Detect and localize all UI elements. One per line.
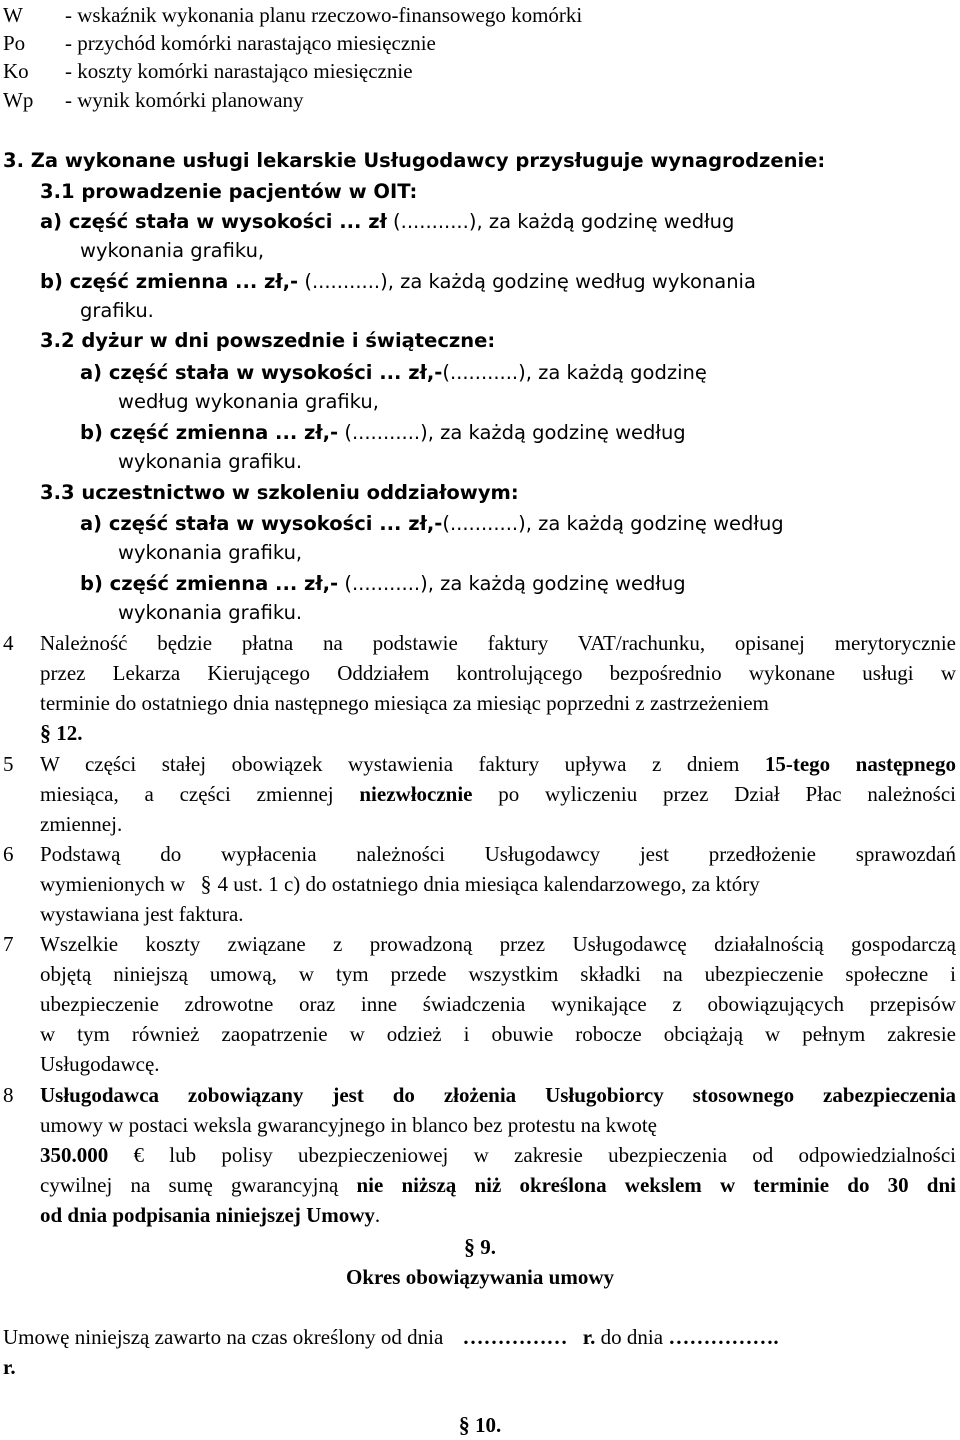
subsection-3-1-item-b-cont: grafiku. bbox=[80, 299, 154, 322]
section-9-text-b: r. bbox=[582, 1325, 596, 1349]
subsection-3-3-item-a bbox=[80, 508, 784, 538]
paragraph-4-ref bbox=[40, 718, 83, 748]
item-b-rest: (...........), za każdą godzinę według bbox=[338, 421, 686, 444]
item-a-bold: a) część stała w wysokości ... zł,- bbox=[80, 361, 443, 384]
item-b-rest: (...........), za każdą godzinę według wykonania bbox=[298, 270, 756, 293]
paragraph-4-line-1: Należność będzie płatna na podstawie faktury VAT/rachunku, opisanej merytorycznie bbox=[40, 631, 956, 655]
item-b-bold: b) część zmienna ... zł,- bbox=[80, 421, 339, 444]
legend-desc-po: - przychód komórki narastająco miesięcznie bbox=[65, 31, 436, 55]
item-a-bold: a) część stała w wysokości ... zł bbox=[40, 210, 387, 233]
paragraph-7-line-1: Wszelkie koszty związane z prowadzoną przez Usługodawcę działalnością gospodarczą bbox=[40, 932, 956, 956]
subsection-3-1-item-a bbox=[40, 206, 734, 236]
paragraph-4-number: 4 bbox=[3, 631, 14, 655]
subsection-3-2-item-b bbox=[80, 417, 686, 447]
legend-desc-wp: - wynik komórki planowany bbox=[65, 88, 304, 112]
item-a-bold: a) część stała w wysokości ... zł,- bbox=[80, 512, 443, 535]
paragraph-8-line-1: Usługodawca zobowiązany jest do złożenia Usługobiorcy stosownego zabezpieczenia bbox=[40, 1083, 956, 1107]
subsection-3-3-item-a-cont: wykonania grafiku, bbox=[118, 541, 303, 564]
section-sign-icon: § bbox=[200, 871, 212, 896]
paragraph-8-amount: 350.000 bbox=[40, 1143, 109, 1167]
paragraph-8-line-3 bbox=[40, 1140, 956, 1170]
paragraph-8-line-5-bold: od dnia podpisania niniejszej Umowy bbox=[40, 1203, 375, 1227]
paragraph-8-line-2: umowy w postaci weksla gwarancyjnego in blanco bez protestu na kwotę bbox=[40, 1113, 657, 1137]
paragraph-7-number: 7 bbox=[3, 932, 14, 956]
subsection-3-2-item-a-cont: według wykonania grafiku, bbox=[118, 390, 379, 413]
subsection-3-3-item-b bbox=[80, 568, 686, 598]
subsection-3-3-heading: 3.3 uczestnictwo w szkoleniu oddziałowym: bbox=[40, 481, 519, 504]
item-a-rest: (...........), za każdą godzinę według bbox=[386, 210, 735, 233]
subsection-3-2-heading: 3.2 dyżur w dni powszednie i świąteczne: bbox=[40, 329, 496, 352]
paragraph-4-line-3: terminie do ostatniego dnia następnego miesiąca za miesiąc poprzedni z zastrzeżeniem bbox=[40, 691, 769, 715]
section-9-title: Okres obowiązywania umowy bbox=[346, 1265, 614, 1289]
subsection-3-1-item-b bbox=[40, 266, 756, 296]
paragraph-7-line-3: ubezpieczenie zdrowotne oraz inne świadczenia wynikające z obowiązujących przepisów bbox=[40, 992, 956, 1016]
section-9-dots-2: ……………. bbox=[668, 1325, 779, 1349]
section-sign-icon: § bbox=[458, 1412, 470, 1437]
section-9-text-line-1 bbox=[3, 1322, 779, 1352]
subsection-3-1-heading: 3.1 prowadzenie pacjentów w OIT: bbox=[40, 180, 418, 203]
paragraph-6-line-2-text-a: wymienionych w bbox=[40, 872, 186, 896]
section-3-title: 3. Za wykonane usługi lekarskie Usługodawcy przysługuje wynagrodzenie: bbox=[3, 149, 826, 172]
section-9-heading bbox=[0, 1232, 960, 1262]
section-10-heading bbox=[0, 1410, 960, 1440]
section-sign-icon: § bbox=[464, 1234, 475, 1259]
legend-desc-ko: - koszty komórki narastająco miesięcznie bbox=[65, 59, 413, 83]
paragraph-5-line-3: zmiennej. bbox=[40, 812, 123, 836]
paragraph-7-line-2: objętą niniejszą umową, w tym przede wszystkim składki na ubezpieczenie społeczne i bbox=[40, 962, 956, 986]
paragraph-4-line-2: przez Lekarza Kierującego Oddziałem kontrolującego bezpośrednio wykonane usługi w bbox=[40, 661, 956, 685]
section-9-text-d: r. bbox=[3, 1355, 16, 1379]
section-9-ref: 9. bbox=[480, 1235, 496, 1259]
paragraph-7-line-5: Usługodawcę. bbox=[40, 1052, 160, 1076]
paragraph-8-line-4-bold: nie niższą niż określona wekslem w terminie do 30 dni bbox=[356, 1173, 956, 1197]
paragraph-5-line-2-bold: niezwłocznie bbox=[359, 782, 473, 806]
paragraph-8-line-4 bbox=[40, 1170, 956, 1200]
legend-symbol-po: Po bbox=[3, 31, 26, 55]
legend-desc-w: - wskaźnik wykonania planu rzeczowo-finansowego komórki bbox=[65, 3, 583, 27]
paragraph-6-number: 6 bbox=[3, 842, 14, 866]
item-b-rest: (...........), za każdą godzinę według bbox=[338, 572, 686, 595]
section-9-text-a: Umowę niniejszą zawarto na czas określony od dnia bbox=[3, 1325, 444, 1349]
item-a-rest: (...........), za każdą godzinę według bbox=[442, 512, 784, 535]
section-9-text-c: do dnia bbox=[600, 1325, 664, 1349]
paragraph-5-line-2-text-c: po wyliczeniu przez Dział Płac należności bbox=[472, 782, 956, 806]
item-b-bold: b) część zmienna ... zł,- bbox=[80, 572, 339, 595]
item-a-rest: (...........), za każdą godzinę bbox=[442, 361, 707, 384]
paragraph-8-line-5 bbox=[40, 1200, 380, 1230]
subsection-3-1-item-a-cont: wykonania grafiku, bbox=[80, 239, 265, 262]
subsection-3-3-item-b-cont: wykonania grafiku. bbox=[118, 601, 303, 624]
section-10-ref: 10. bbox=[475, 1413, 502, 1437]
paragraph-5-number: 5 bbox=[3, 752, 14, 776]
paragraph-6-line-2-text-b: 4 ust. 1 c) do ostatniego dnia miesiąca kalendarzowego, za który bbox=[217, 872, 760, 896]
section-sign-icon: § bbox=[40, 720, 51, 745]
legend-symbol-ko: Ko bbox=[3, 59, 29, 83]
paragraph-6-line-3: wystawiana jest faktura. bbox=[40, 902, 244, 926]
paragraph-5-line-1-bold: 15-tego następnego bbox=[764, 752, 956, 776]
paragraph-8-number: 8 bbox=[3, 1083, 14, 1107]
paragraph-8-line-4-text: cywilnej na sumę gwarancyjną bbox=[40, 1173, 357, 1197]
legend-symbol-wp: Wp bbox=[3, 88, 34, 112]
paragraph-8-line-3-text: € lub polisy ubezpieczeniowej w zakresie ubezpieczenia od odpowiedzialności bbox=[108, 1143, 956, 1167]
paragraph-4-ref-number: 12. bbox=[56, 721, 83, 745]
paragraph-5-line-2-text-a: miesiąca, a części zmiennej bbox=[40, 782, 360, 806]
paragraph-7-line-4: w tym również zaopatrzenie w odzież i obuwie robocze obciążają w pełnym zakresie bbox=[40, 1022, 956, 1046]
item-b-bold: b) część zmienna ... zł,- bbox=[40, 270, 299, 293]
paragraph-5-line-1-text: W części stałej obowiązek wystawienia faktury upływa z dniem bbox=[40, 752, 765, 776]
paragraph-6-line-2 bbox=[40, 869, 760, 899]
paragraph-5-line-1 bbox=[40, 749, 956, 779]
subsection-3-2-item-b-cont: wykonania grafiku. bbox=[118, 450, 303, 473]
legend-symbol-w: W bbox=[3, 3, 23, 27]
paragraph-5-line-2 bbox=[40, 779, 956, 809]
subsection-3-2-item-a bbox=[80, 357, 707, 387]
paragraph-8-line-5-period: . bbox=[374, 1203, 381, 1227]
section-9-dots-1: …………… bbox=[462, 1325, 568, 1349]
paragraph-6-line-1: Podstawą do wypłacenia należności Usługodawcy jest przedłożenie sprawozdań bbox=[40, 842, 956, 866]
